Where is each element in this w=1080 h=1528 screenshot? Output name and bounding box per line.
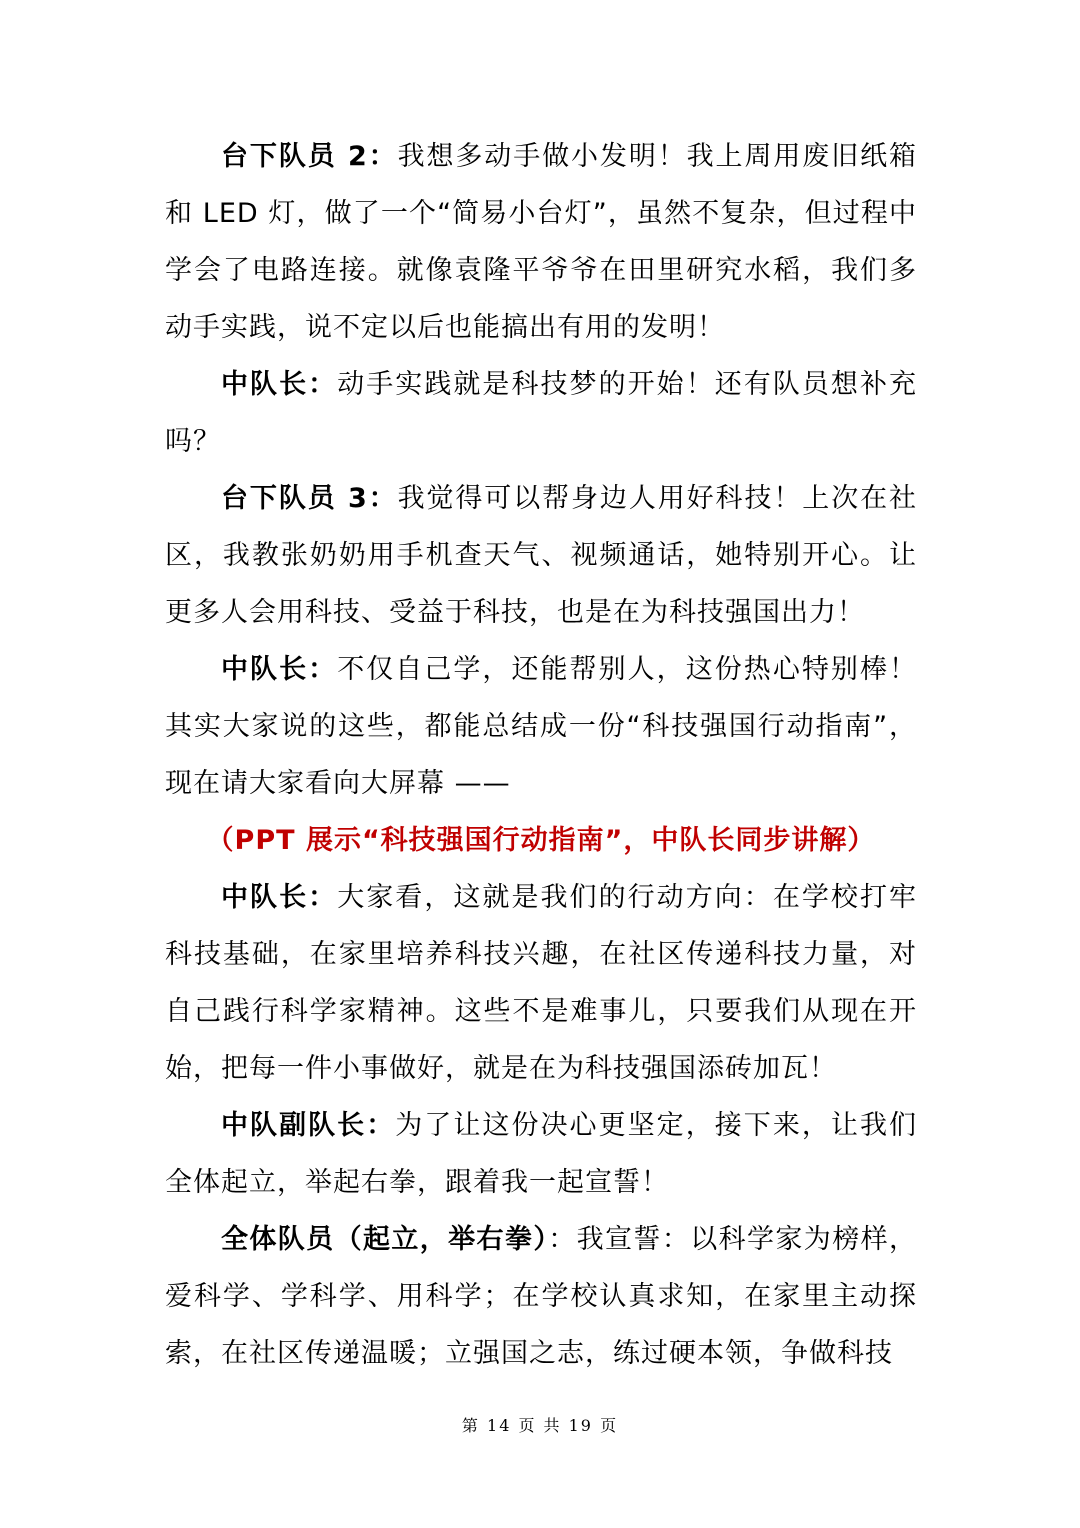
dialogue-paragraph-5 bbox=[165, 869, 917, 1097]
document-page bbox=[165, 128, 917, 1382]
dialogue-text: 我觉得可以帮身边人用好科技！上次在社区，我教张奶奶用手机查天气、视频通话，她特别开心。让更多人会用科技、受益于科技，也是在为科技强国出力！ bbox=[165, 483, 918, 628]
speaker-label: 中队副队长： bbox=[221, 1110, 396, 1141]
page-number-footer: 第 14 页 共 19 页 bbox=[461, 1416, 619, 1435]
dialogue-text: 我想多动手做小发明！我上周用废旧纸箱和 LED 灯，做了一个“简易小台灯”，虽然不复杂，但过程中学会了电路连接。就像袁隆平爷爷在田里研究水稻，我们多动手实践，说不定以后也能搞出有用的发明！ bbox=[165, 141, 918, 343]
speaker-label: 台下队员 3： bbox=[221, 483, 398, 514]
dialogue-paragraph-3 bbox=[165, 470, 917, 641]
speaker-label: 台下队员 2： bbox=[221, 141, 398, 172]
dialogue-text: 大家看，这就是我们的行动方向：在学校打牢科技基础，在家里培养科技兴趣，在社区传递科技力量，对自己践行科学家精神。这些不是难事儿，只要我们从现在开始，把每一件小事做好，就是在为科技强国添砖加瓦！ bbox=[165, 882, 918, 1084]
speaker-label: 全体队员（起立，举右拳） bbox=[221, 1224, 549, 1255]
dialogue-paragraph-4 bbox=[165, 641, 917, 812]
dialogue-text: ：我宣誓：以科学家为榜样，爱科学、学科学、用科学；在学校认真求知，在家里主动探索，在社区传递温暖；立强国之志，练过硬本领，争做科技 bbox=[165, 1224, 917, 1369]
speaker-label: 中队长： bbox=[221, 369, 338, 400]
dialogue-paragraph-7 bbox=[165, 1211, 917, 1382]
dialogue-paragraph-6 bbox=[165, 1097, 917, 1211]
dialogue-paragraph-1 bbox=[165, 128, 917, 356]
dialogue-text: 动手实践就是科技梦的开始！还有队员想补充吗？ bbox=[165, 369, 918, 457]
dialogue-paragraph-2 bbox=[165, 356, 917, 470]
stage-direction: （PPT 展示“科技强国行动指南”，中队长同步讲解） bbox=[206, 825, 876, 856]
speaker-label: 中队长： bbox=[221, 654, 338, 685]
speaker-label: 中队长： bbox=[221, 882, 338, 913]
dialogue-text: 为了让这份决心更坚定，接下来，让我们全体起立，举起右拳，跟着我一起宣誓！ bbox=[165, 1110, 918, 1198]
dialogue-text: 不仅自己学，还能帮别人，这份热心特别棒！其实大家说的这些，都能总结成一份“科技强国行动指南”，现在请大家看向大屏幕 —— bbox=[165, 654, 918, 799]
